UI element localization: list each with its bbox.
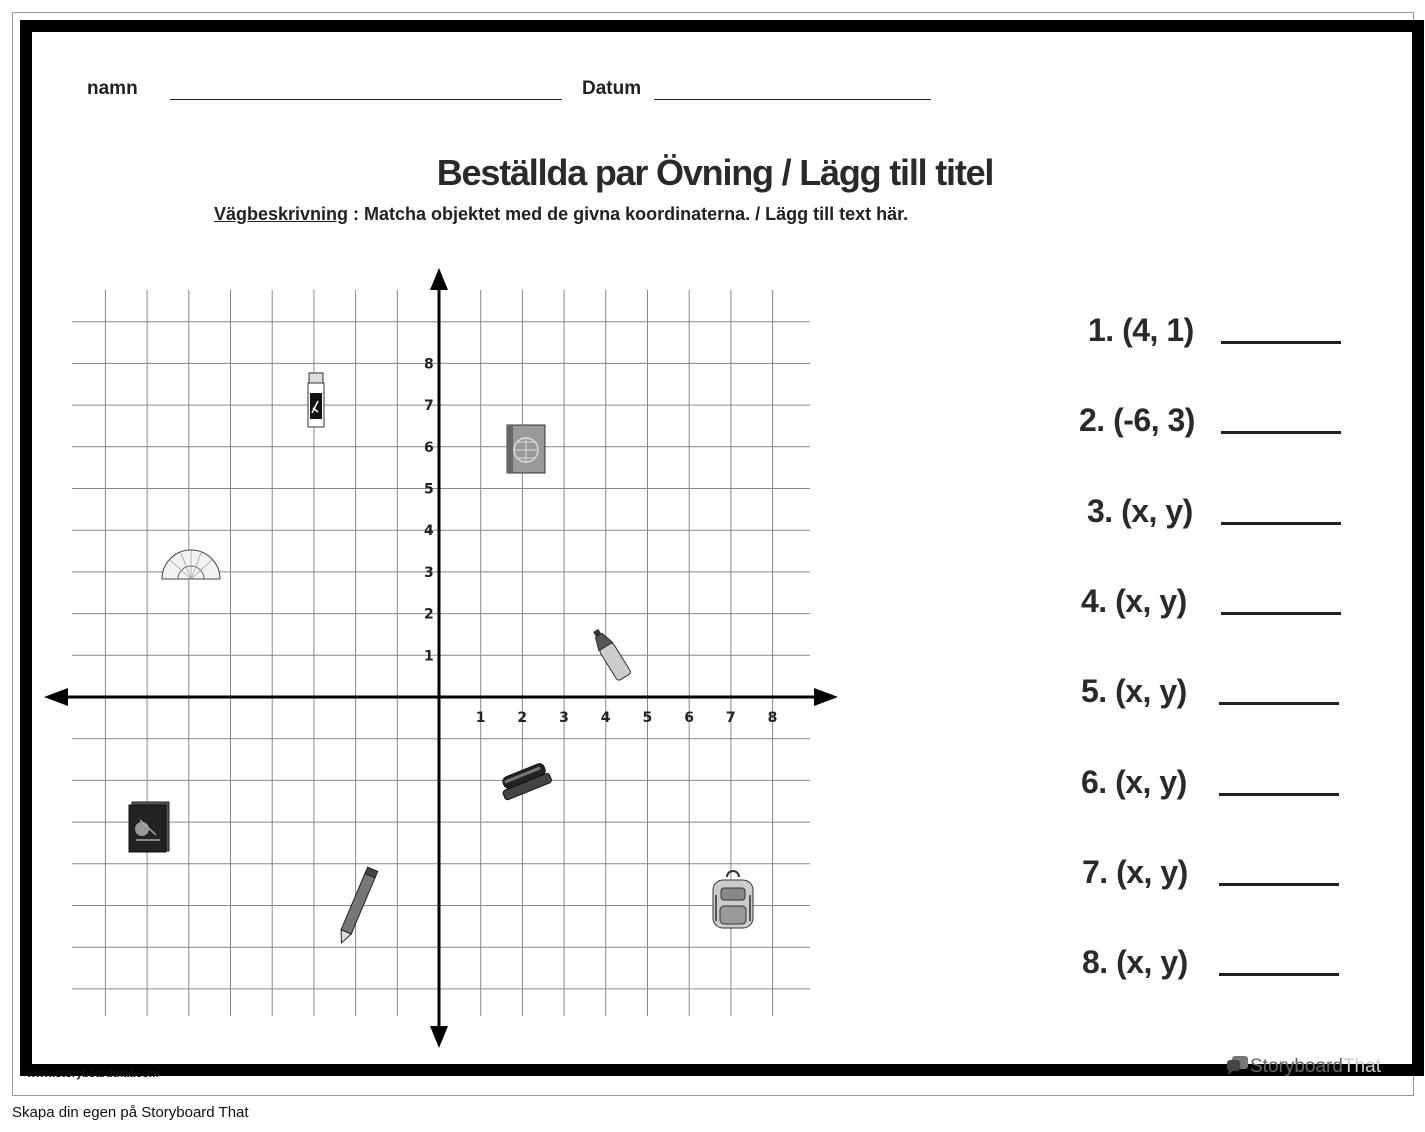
notebook-picture bbox=[129, 802, 169, 852]
y-tick-label: 6 bbox=[424, 439, 434, 456]
y-tick-label: 3 bbox=[424, 564, 434, 581]
footer-url: www.storyboardthat.com bbox=[27, 1068, 159, 1080]
question-1: 1. (4, 1) bbox=[1088, 312, 1194, 348]
answer-line-4[interactable] bbox=[1221, 612, 1341, 615]
logo-main: Storyboard bbox=[1250, 1056, 1343, 1077]
protractor-picture bbox=[162, 550, 220, 579]
x-axis-right-arrow bbox=[814, 688, 838, 706]
answer-line-6[interactable] bbox=[1219, 793, 1339, 796]
x-tick-label: 4 bbox=[600, 710, 611, 726]
y-tick-label: 5 bbox=[424, 481, 434, 498]
y-tick-label: 7 bbox=[424, 398, 434, 415]
date-label: Datum bbox=[582, 78, 642, 99]
question-7: 7. (x, y) bbox=[1082, 853, 1188, 890]
y-tick-label: 2 bbox=[424, 606, 434, 623]
footer-caption: Skapa din egen på Storyboard That bbox=[12, 1104, 249, 1121]
pencil-picture bbox=[336, 867, 377, 945]
speech-bubble-icon bbox=[1226, 1055, 1250, 1075]
answer-line-7[interactable] bbox=[1219, 883, 1339, 886]
y-axis-up-arrow bbox=[430, 268, 448, 290]
directions-label: Vägbeskrivning bbox=[214, 204, 349, 224]
tick-labels bbox=[424, 356, 777, 726]
answer-line-3[interactable] bbox=[1221, 522, 1341, 525]
book-picture bbox=[507, 425, 545, 473]
storyboardthat-logo bbox=[1226, 1055, 1381, 1078]
question-2: 2. (-6, 3) bbox=[1079, 402, 1195, 439]
x-tick-label: 3 bbox=[559, 710, 569, 726]
directions-text: : Matcha objektet med de givna koordinaterna. / Lägg till text här. bbox=[348, 204, 909, 224]
stapler-picture bbox=[498, 761, 553, 800]
x-tick-label: 1 bbox=[475, 710, 486, 726]
y-tick-label: 4 bbox=[424, 523, 434, 540]
grid-lines bbox=[72, 290, 810, 1016]
y-tick-label: 1 bbox=[424, 648, 434, 665]
x-tick-label: 2 bbox=[517, 710, 528, 726]
y-tick-label: 8 bbox=[424, 356, 434, 373]
x-tick-label: 6 bbox=[684, 710, 694, 726]
question-5: 5. (x, y) bbox=[1081, 673, 1187, 710]
y-axis-down-arrow bbox=[430, 1026, 448, 1048]
answer-line-5[interactable] bbox=[1219, 702, 1339, 705]
logo-tail: That bbox=[1342, 1056, 1381, 1077]
glue-stick-picture bbox=[308, 373, 324, 427]
question-4: 4. (x, y) bbox=[1081, 582, 1187, 619]
x-axis-left-arrow bbox=[44, 688, 68, 706]
answer-line-2[interactable] bbox=[1221, 431, 1341, 434]
x-tick-label: 7 bbox=[725, 710, 736, 726]
answer-line-8[interactable] bbox=[1219, 973, 1339, 976]
backpack-picture bbox=[713, 871, 753, 928]
x-tick-label: 5 bbox=[642, 710, 653, 726]
answer-line-1[interactable] bbox=[1221, 341, 1341, 344]
highlighter-picture bbox=[589, 626, 632, 681]
question-6: 6. (x, y) bbox=[1081, 763, 1187, 800]
question-3: 3. (x, y) bbox=[1087, 492, 1193, 529]
name-label: namn bbox=[87, 78, 138, 99]
question-8: 8. (x, y) bbox=[1082, 944, 1188, 981]
page-title: Beställda par Övning / Lägg till titel bbox=[436, 152, 994, 193]
axes bbox=[44, 268, 838, 1048]
x-tick-label: 8 bbox=[767, 710, 778, 726]
